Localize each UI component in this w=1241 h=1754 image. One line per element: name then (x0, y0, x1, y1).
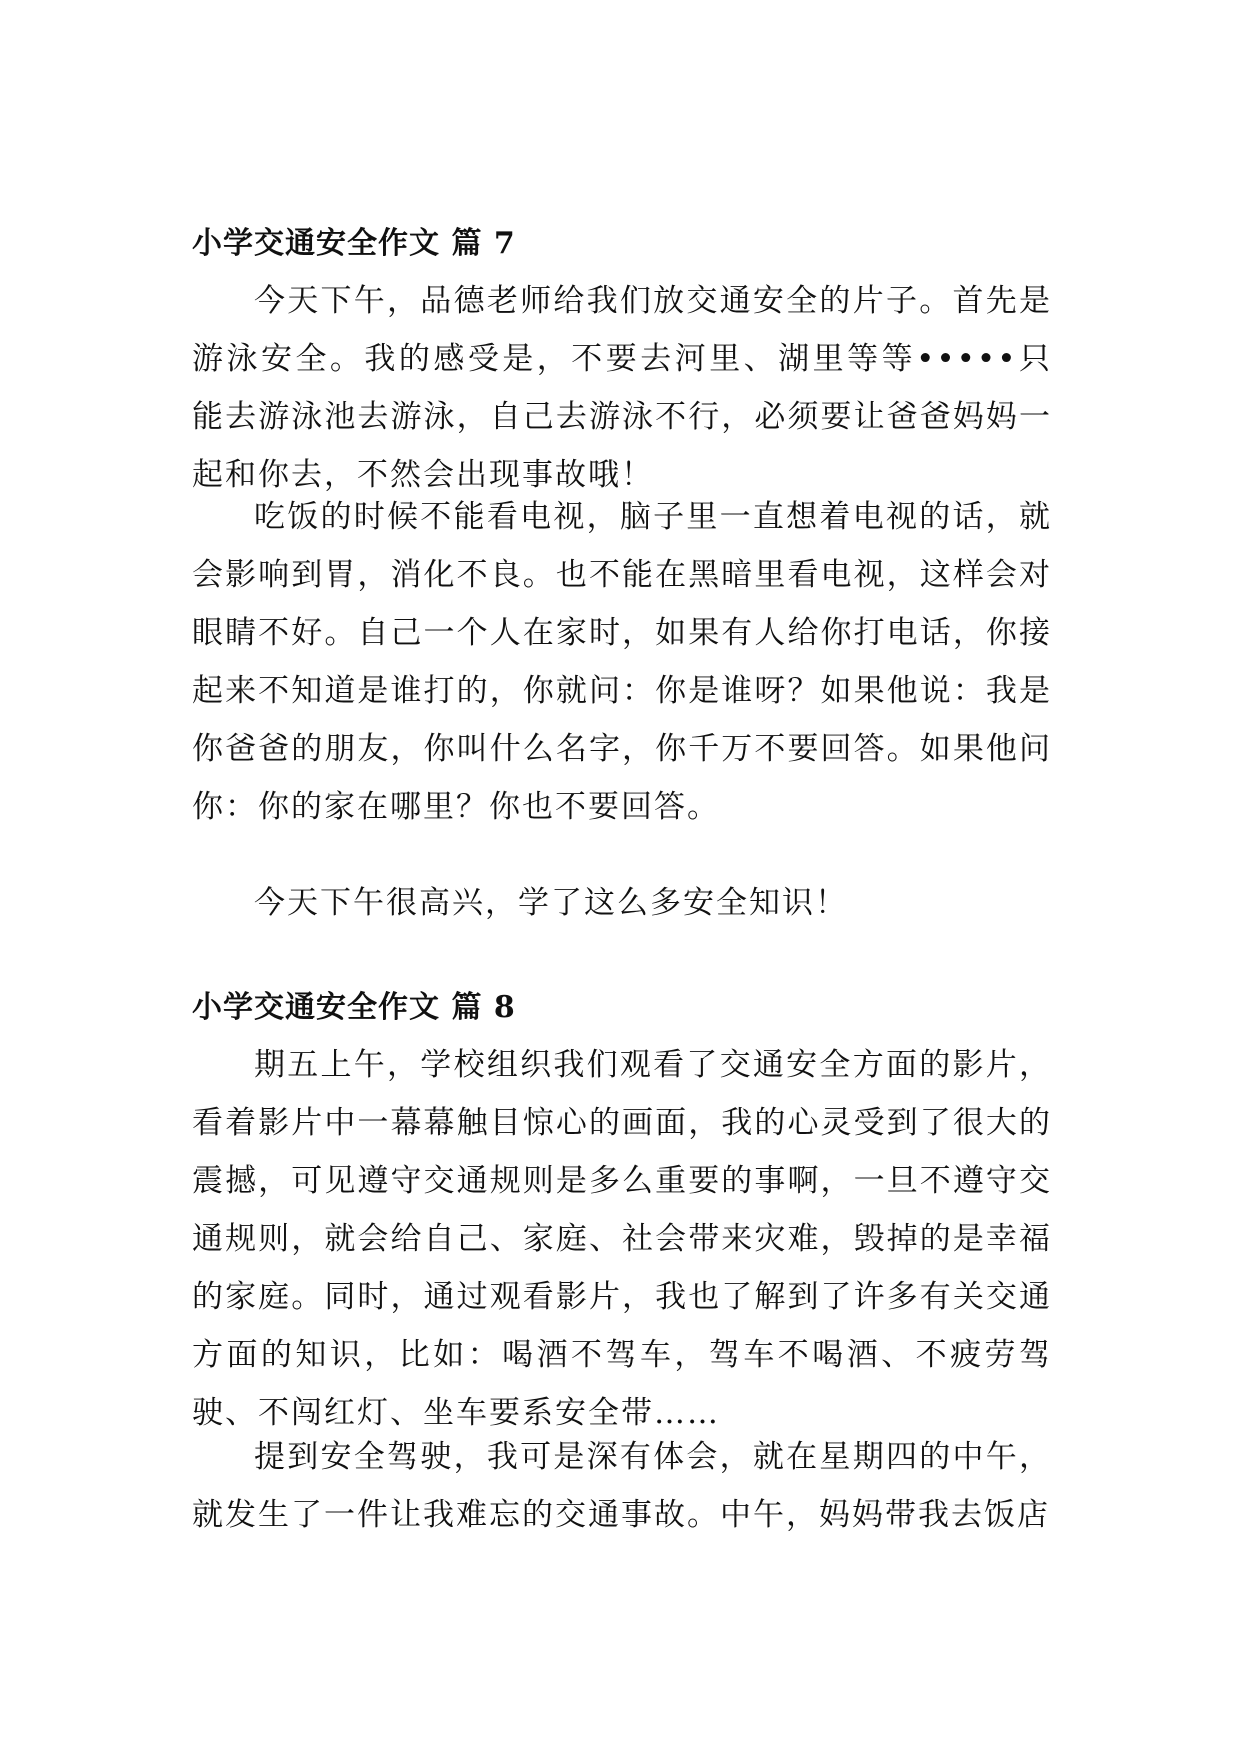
essay-7-paragraph-2: 吃饭的时候不能看电视，脑子里一直想着电视的话，就会影响到胃，消化不良。也不能在黑暗里看电视，这样会对眼睛不好。自己一个人在家时，如果有人给你打电话，你接起来不知道是谁打的，你就问：你是谁呀？如果他说：我是你爸爸的朋友，你叫什么名字，你千万不要回答。如果他问你：你的家在哪里？你也不要回答。 (192, 499, 1052, 825)
essay-7-title: 小学交通安全作文 篇 7 (192, 226, 516, 261)
essay-7-paragraph-1: 今天下午，品德老师给我们放交通安全的片子。首先是游泳安全。我的感受是，不要去河里、湖里等等•••••只能去游泳池去游泳，自己去游泳不行，必须要让爸爸妈妈一起和你去，不然会出现事故哦！ (192, 283, 1052, 493)
essay-8-paragraph-2: 提到安全驾驶，我可是深有体会，就在星期四的中午，就发生了一件让我难忘的交通事故。中午，妈妈带我去饭店 (192, 1439, 1052, 1533)
essay-8-title: 小学交通安全作文 篇 8 (192, 990, 516, 1025)
essay-7-paragraph-3: 今天下午很高兴，学了这么多安全知识！ (254, 885, 848, 921)
essay-8-paragraph-1: 期五上午，学校组织我们观看了交通安全方面的影片，看着影片中一幕幕触目惊心的画面，我的心灵受到了很大的震撼，可见遵守交通规则是多么重要的事啊，一旦不遵守交通规则，就会给自己、家庭、社会带来灾难，毁掉的是幸福的家庭。同时，通过观看影片，我也了解到了许多有关交通方面的知识，比如：喝酒不驾车，驾车不喝酒、不疲劳驾驶、不闯红灯、坐车要系安全带…… (192, 1047, 1052, 1431)
